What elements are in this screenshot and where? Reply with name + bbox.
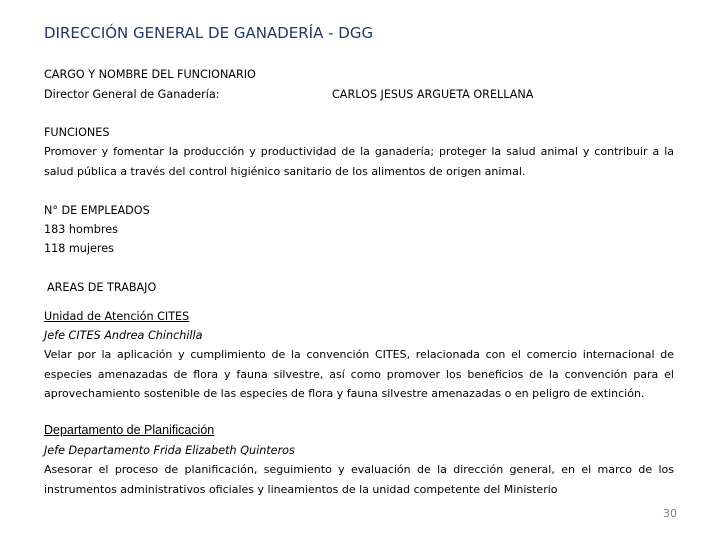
planificacion-jefe: Jefe Departamento Frida Elizabeth Quinteros [44,444,295,457]
funciones-heading: FUNCIONES [44,126,110,139]
page-number: 30 [663,507,677,520]
unidad-cites-text: Velar por la aplicación y cumplimiento de la convención CITES, relacionada con el comercio internacional de especies amenazadas de flora y fauna silvestre, así como promover los beneficios de la convención para el aprovechamiento sostenible de las especies de flora y fauna silvestre amenazadas o en peligro de extinción. [44,348,674,400]
areas-heading: AREAS DE TRABAJO [47,281,157,294]
page-title: DIRECCIÓN GENERAL DE GANADERÍA - DGG [44,24,374,42]
planificacion-text: Asesorar el proceso de planificación, seguimiento y evaluación de la dirección general, en el marco de los instrumentos administrativos oficiales y lineamientos de la unidad competente del Ministerio [44,463,674,496]
cargo-heading: CARGO Y NOMBRE DEL FUNCIONARIO [44,68,256,81]
unidad-cites-heading: Unidad de Atención CITES [44,310,190,323]
cargo-role: Director General de Ganadería: [44,88,220,101]
cargo-name: CARLOS JESUS ARGUETA ORELLANA [332,88,534,101]
empleados-mujeres: 118 mujeres [44,242,114,255]
planificacion-heading: Departamento de Planificación [44,423,215,437]
empleados-heading: N° DE EMPLEADOS [44,204,150,217]
unidad-cites-jefe: Jefe CITES Andrea Chinchilla [44,329,203,342]
empleados-hombres: 183 hombres [44,223,118,236]
funciones-text: Promover y fomentar la producción y productividad de la ganadería; proteger la salud animal y contribuir a la salud pública a través del control higiénico sanitario de los alimentos de origen animal. [44,145,674,178]
